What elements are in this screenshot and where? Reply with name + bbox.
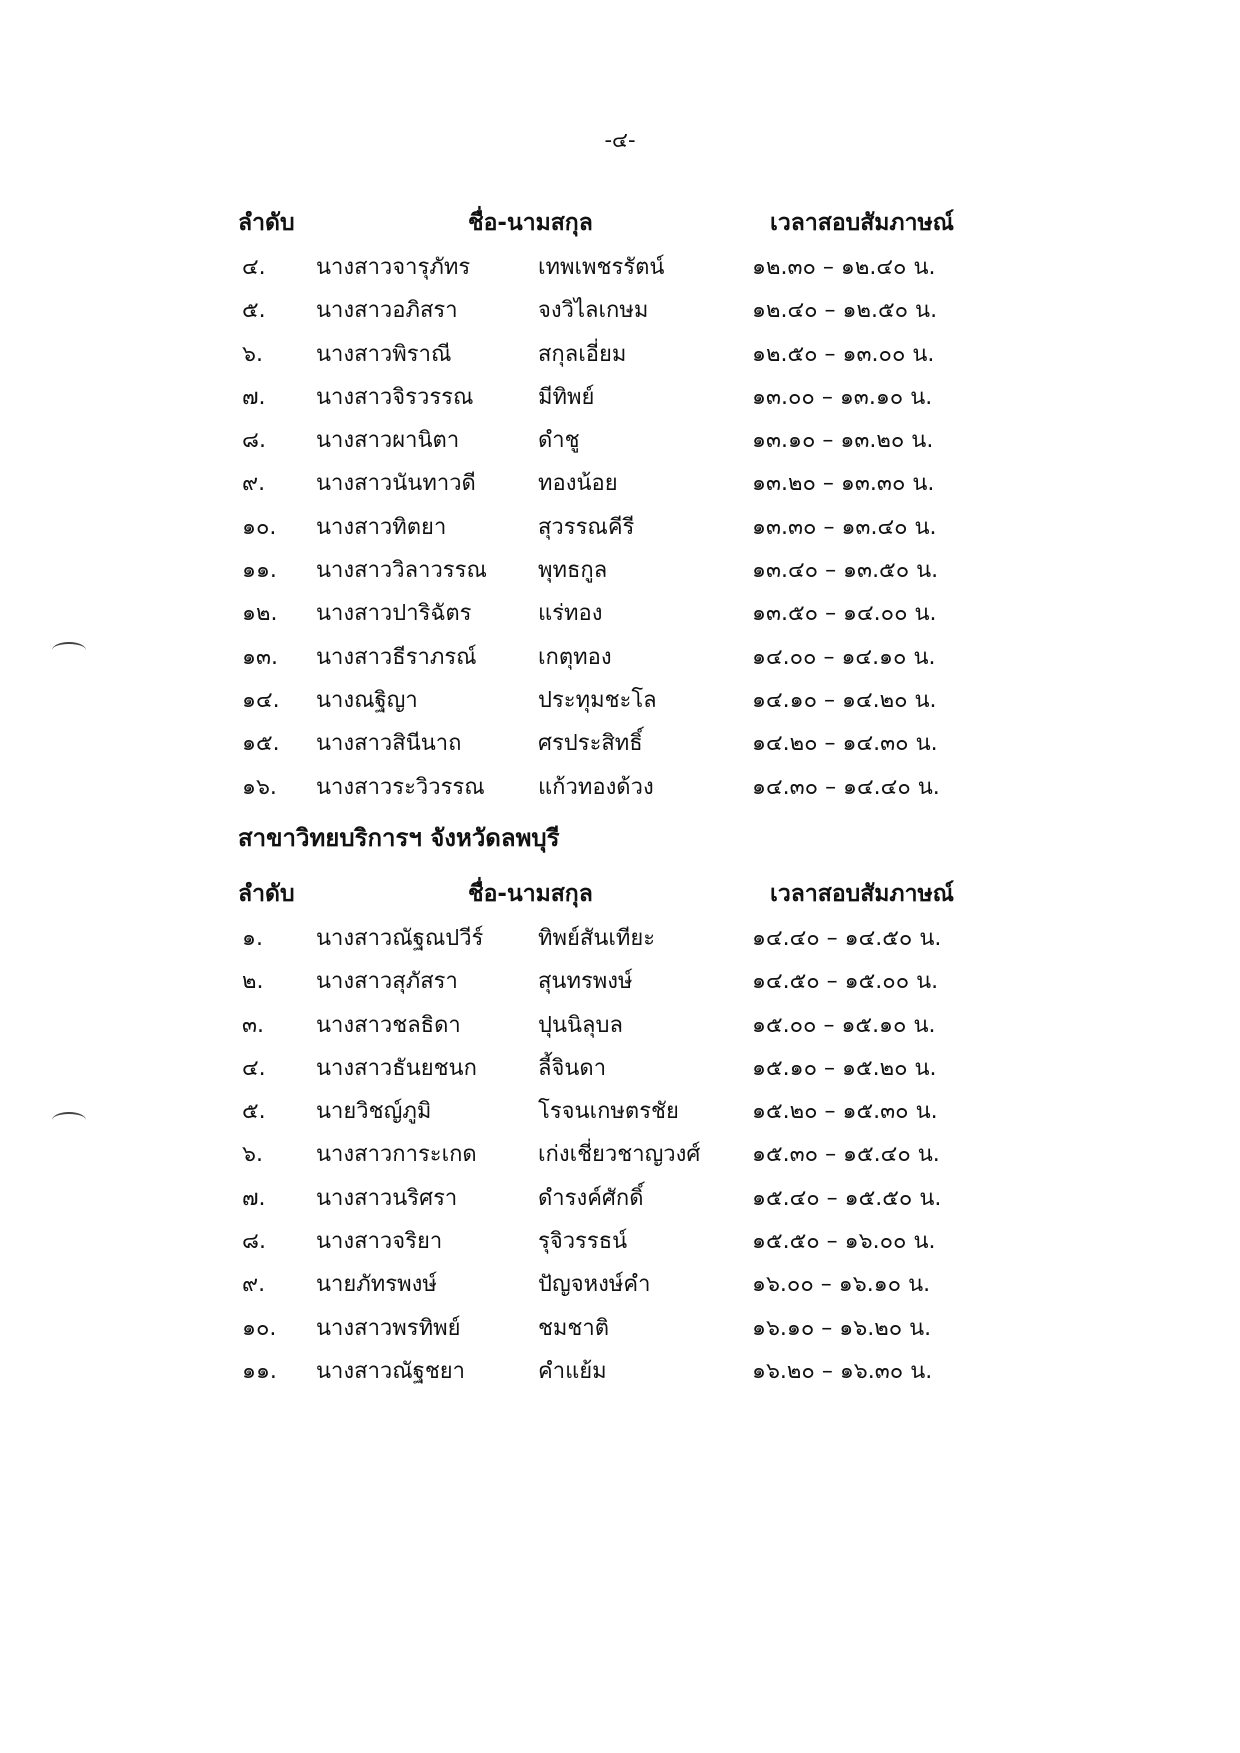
row-interview-time: ๑๕.๓๐ – ๑๕.๔๐ น. [752,1142,940,1168]
row-first-name: นางสาวทิตยา [316,514,447,540]
page-number: -๔- [604,128,636,152]
row-first-name: นางสาวธันยชนก [316,1055,477,1081]
row-interview-time: ๑๔.๔๐ – ๑๔.๕๐ น. [752,926,942,951]
row-last-name: เทพเพชรรัตน์ [538,255,665,280]
table-row [238,548,958,591]
section-title: สาขาวิทยบริการฯ จังหวัดลพบุรี [238,824,560,852]
row-last-name: ทิพย์สันเทียะ [538,926,656,951]
row-interview-time: ๑๒.๕๐ – ๑๓.๐๐ น. [752,341,935,367]
row-first-name: นางสาวการะเกด [316,1142,477,1168]
table-row [238,1046,958,1089]
row-order: ๕. [242,1099,266,1125]
row-first-name: นางสาวผานิตา [316,428,460,454]
row-first-name: นางสาวณัฐชยา [316,1358,465,1384]
row-order: ๑๐. [242,1315,277,1341]
row-last-name: ลี้จินดา [538,1055,607,1081]
header-name: ชื่อ-นามสกุล [468,210,593,236]
row-last-name: รุจิวรรธน์ [538,1229,628,1255]
table-row [238,288,958,331]
row-first-name: นางสาวธีราภรณ์ [316,644,477,670]
table-row [238,505,958,548]
row-order: ๑. [242,926,263,951]
table-row [238,1176,958,1219]
interview-schedule-section-1 [238,205,958,808]
row-first-name: นางสาวพิราณี [316,341,452,367]
row-first-name: นางสาวจารุภัทร [316,255,471,280]
row-order: ๓. [242,1012,265,1038]
row-order: ๑๐. [242,514,277,540]
row-interview-time: ๑๔.๓๐ – ๑๔.๔๐ น. [752,774,940,800]
row-interview-time: ๑๓.๐๐ – ๑๓.๑๐ น. [752,384,933,410]
row-interview-time: ๑๓.๓๐ – ๑๓.๔๐ น. [752,514,937,540]
row-last-name: มีทิพย์ [538,384,595,410]
row-interview-time: ๑๓.๑๐ – ๑๓.๒๐ น. [752,428,934,454]
table-row [238,1089,958,1132]
row-first-name: นายภัทรพงษ์ [316,1272,437,1298]
row-last-name: ปัญจหงษ์คำ [538,1272,651,1298]
row-order: ๖. [242,341,263,367]
row-order: ๔. [242,1055,266,1081]
table-row [238,1349,958,1392]
row-interview-time: ๑๖.๒๐ – ๑๖.๓๐ น. [752,1358,933,1384]
row-interview-time: ๑๕.๕๐ – ๑๖.๐๐ น. [752,1229,936,1255]
row-interview-time: ๑๔.๒๐ – ๑๔.๓๐ น. [752,731,938,757]
row-interview-time: ๑๔.๐๐ – ๑๔.๑๐ น. [752,644,936,670]
header-order: ลำดับ [238,881,295,907]
row-last-name: ปุนนิลุบล [538,1012,623,1038]
table-row [238,721,958,764]
row-last-name: ดำรงค์ศักดิ์ [538,1185,644,1211]
table-row [238,591,958,634]
table-row [238,765,958,808]
table-row [238,1003,958,1046]
row-first-name: นางสาวสินีนาถ [316,731,462,757]
row-last-name: สุวรรณคีรี [538,514,635,540]
table-row [238,1306,958,1349]
header-interview-time: เวลาสอบสัมภาษณ์ [770,881,955,907]
table-row [238,1262,958,1305]
row-first-name: นางณฐิญา [316,687,418,713]
interview-schedule-section-2 [238,824,958,1392]
punch-hole-mark [52,642,86,658]
table-row [238,1219,958,1262]
row-order: ๕. [242,298,266,324]
row-order: ๑๔. [242,687,280,713]
row-interview-time: ๑๓.๔๐ – ๑๓.๕๐ น. [752,558,939,584]
row-interview-time: ๑๓.๕๐ – ๑๔.๐๐ น. [752,601,937,627]
row-interview-time: ๑๕.๑๐ – ๑๕.๒๐ น. [752,1055,937,1081]
row-interview-time: ๑๓.๒๐ – ๑๓.๓๐ น. [752,471,935,497]
row-last-name: จงวิไลเกษม [538,298,649,324]
row-order: ๘. [242,428,266,454]
schedule-rows [238,245,958,808]
row-first-name: นายวิชญ์ภูมิ [316,1099,432,1125]
schedule-rows [238,916,958,1392]
row-last-name: ประทุมชะโล [538,687,657,713]
row-first-name: นางสาวนริศรา [316,1185,458,1211]
row-order: ๑๓. [242,644,278,670]
row-first-name: นางสาวอภิสรา [316,298,458,324]
row-order: ๗. [242,1185,266,1211]
row-first-name: นางสาวสุภัสรา [316,969,458,995]
row-first-name: นางสาวปาริฉัตร [316,601,472,627]
row-interview-time: ๑๕.๐๐ – ๑๕.๑๐ น. [752,1012,936,1038]
row-last-name: เก่งเชี่ยวชาญวงศ์ [538,1142,701,1168]
row-last-name: แร่ทอง [538,601,603,627]
row-last-name: โรจนเกษตรชัย [538,1099,679,1125]
row-order: ๙. [242,471,266,497]
punch-hole-mark [52,1112,86,1128]
row-last-name: ชมชาติ [538,1315,610,1341]
row-interview-time: ๑๖.๐๐ – ๑๖.๑๐ น. [752,1272,931,1298]
row-order: ๑๒. [242,601,278,627]
row-order: ๒. [242,969,264,995]
row-interview-time: ๑๔.๕๐ – ๑๕.๐๐ น. [752,969,939,995]
table-header [238,205,958,245]
row-first-name: นางสาววิลาวรรณ [316,558,487,584]
row-interview-time: ๑๖.๑๐ – ๑๖.๒๐ น. [752,1315,932,1341]
table-row [238,678,958,721]
row-first-name: นางสาวณัฐณปวีร์ [316,926,484,951]
row-order: ๑๑. [242,558,277,584]
row-interview-time: ๑๒.๔๐ – ๑๒.๕๐ น. [752,298,938,324]
row-last-name: แก้วทองด้วง [538,774,654,800]
table-row [238,418,958,461]
row-first-name: นางสาวจิรวรรณ [316,384,474,410]
row-order: ๑๖. [242,774,277,800]
table-row [238,332,958,375]
row-interview-time: ๑๕.๔๐ – ๑๕.๕๐ น. [752,1185,942,1211]
row-interview-time: ๑๔.๑๐ – ๑๔.๒๐ น. [752,687,937,713]
row-last-name: ศรประสิทธิ์ [538,731,643,757]
row-last-name: เกตุทอง [538,644,612,670]
table-row [238,916,958,959]
row-last-name: ดำชู [538,428,580,454]
table-row [238,245,958,288]
row-first-name: นางสาวนันทาวดี [316,471,476,497]
row-last-name: พุทธกูล [538,558,608,584]
header-name: ชื่อ-นามสกุล [468,881,593,907]
row-last-name: สกุลเอี่ยม [538,341,627,367]
table-row [238,1132,958,1175]
row-first-name: นางสาวพรทิพย์ [316,1315,461,1341]
row-first-name: นางสาวระวิวรรณ [316,774,485,800]
row-order: ๔. [242,255,266,280]
header-interview-time: เวลาสอบสัมภาษณ์ [770,210,955,236]
row-interview-time: ๑๒.๓๐ – ๑๒.๔๐ น. [752,255,936,280]
table-header [238,876,958,916]
row-last-name: คำแย้ม [538,1358,607,1384]
row-order: ๑๕. [242,731,280,757]
row-order: ๑๑. [242,1358,277,1384]
row-order: ๗. [242,384,266,410]
row-first-name: นางสาวชลธิดา [316,1012,461,1038]
table-row [238,375,958,418]
row-first-name: นางสาวจริยา [316,1229,443,1255]
row-last-name: สุนทรพงษ์ [538,969,633,995]
row-order: ๘. [242,1229,266,1255]
header-order: ลำดับ [238,210,295,236]
row-last-name: ทองน้อย [538,471,618,497]
row-order: ๙. [242,1272,266,1298]
row-order: ๖. [242,1142,263,1168]
row-interview-time: ๑๕.๒๐ – ๑๕.๓๐ น. [752,1099,938,1125]
table-row [238,635,958,678]
table-row [238,461,958,504]
table-row [238,959,958,1002]
